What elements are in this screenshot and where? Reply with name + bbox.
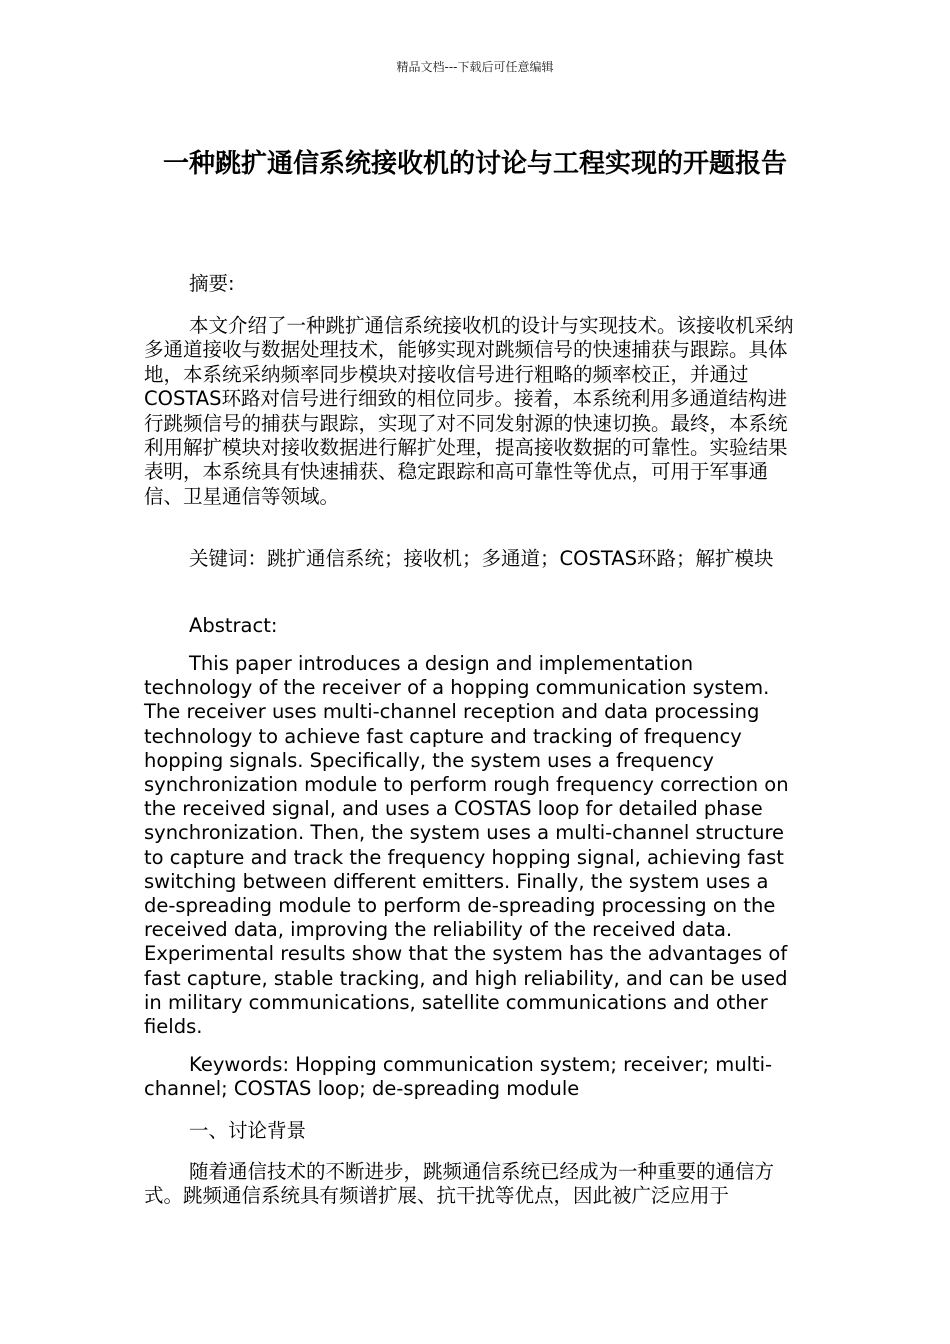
header-note: 精品文档---下载后可任意编辑 <box>396 60 554 74</box>
abstract-cn-label-block <box>144 272 806 296</box>
abstract-cn-paragraph: 本文介绍了一种跳扩通信系统接收机的设计与实现技术。该接收机采纳多通道接收与数据处理技术，能够实现对跳频信号的快速捕获与跟踪。具体地，本系统采纳频率同步模块对接收信号进行粗略的频率校正，并通过COSTAS环路对信号进行细致的相位同步。接着，本系统利用多通道结构进行跳频信号的捕获与跟踪，实现了对不同发射源的快速切换。最终，本系统利用解扩模块对接收数据进行解扩处理，提高接收数据的可靠性。实验结果表明，本系统具有快速捕获、稳定跟踪和高可靠性等优点，可用于军事通信、卫星通信等领域。 <box>144 314 794 508</box>
keywords-en-block <box>144 1053 806 1101</box>
abstract-en-paragraph: This paper introduces a design and implementation technology of the receiver of a hopping communication system. The receiver uses multi-channel reception and data processing technology to achieve fast capture and tracking of frequency hopping signals. Specifically, the system uses a frequency synchronization module to perform rough frequency correction on the received signal, and uses a COSTAS loop for detailed phase synchronization. Then, the system uses a multi-channel structure to capture and track the frequency hopping signal, achieving fast switching between different emitters. Finally, the system uses a de-spreading module to perform de-spreading processing on the received data, improving the reliability of the received data. Experimental results show that the system has the advantages of fast capture, stable tracking, and high reliability, and can be used in military communications, satellite communications and other fields. <box>144 652 789 1039</box>
keywords-en-paragraph: Keywords: Hopping communication system; receiver; multi-channel; COSTAS loop; de-spreading module <box>144 1053 773 1101</box>
keywords-cn-block <box>144 547 806 571</box>
abstract-en-label-block <box>144 614 806 638</box>
section1-paragraph: 随着通信技术的不断进步，跳频通信系统已经成为一种重要的通信方式。跳频通信系统具有频谱扩展、抗干扰等优点，因此被广泛应用于 <box>144 1160 775 1208</box>
section1-heading-block <box>144 1119 806 1143</box>
section1-block <box>144 1160 806 1209</box>
section1-heading: 一、讨论背景 <box>189 1119 307 1142</box>
abstract-en-label: Abstract: <box>189 614 278 637</box>
keywords-cn-paragraph: 关键词：跳扩通信系统；接收机；多通道；COSTAS环路；解扩模块 <box>189 547 774 570</box>
abstract-cn-block <box>144 314 806 509</box>
document-title: 一种跳扩通信系统接收机的讨论与工程实现的开题报告 <box>162 149 787 179</box>
abstract-cn-label: 摘要: <box>189 272 235 295</box>
abstract-en-block <box>144 652 806 1039</box>
